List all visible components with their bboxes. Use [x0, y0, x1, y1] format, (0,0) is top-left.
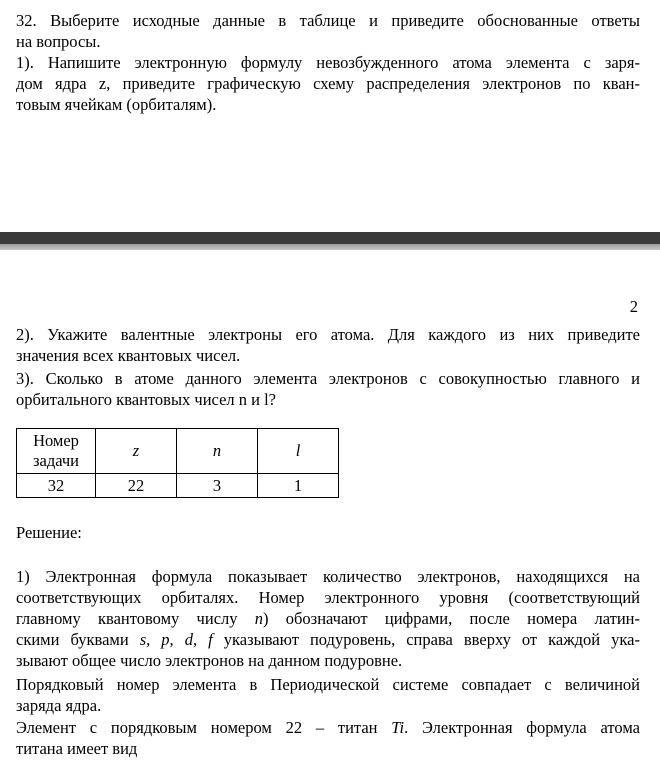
header-z: z: [96, 429, 177, 474]
solution-heading: Решение:: [16, 523, 82, 542]
question-1: [16, 52, 640, 115]
question-2-line-2: значения всех квантовых чисел.: [16, 346, 241, 365]
data-table: [16, 428, 339, 498]
solution-1-line-4: скими буквами s, p, d, f указывают подуровень, справа вверху от каждой ука-: [16, 630, 640, 649]
question-1-line-3: товым ячейкам (орбиталям).: [16, 95, 217, 114]
question-3-line-2: орбитального квантовых чисел n и l?: [16, 390, 276, 409]
page-separator: [0, 232, 660, 250]
header-l: l: [258, 429, 339, 474]
solution-3-line-1: Элемент с порядковым номером 22 – титан Ti. Электронная формула атома: [16, 718, 640, 737]
solution-2-line-2: заряда ядра.: [16, 696, 102, 715]
question-1-line-2: дом ядра z, приведите графическую схему распределения электронов по кван-: [16, 74, 640, 93]
question-3: [16, 368, 640, 410]
table-row: [17, 474, 339, 498]
question-2: [16, 324, 640, 366]
task-line-2: на вопросы.: [16, 32, 101, 51]
solution-paragraph-2: [16, 674, 640, 716]
question-1-line-1: 1). Напишите электронную формулу невозбужденного атома элемента с заря-: [16, 53, 640, 72]
solution-paragraph-3: [16, 717, 640, 759]
cell-l: 1: [258, 474, 339, 498]
solution-1-line-1: 1) Электронная формула показывает количество электронов, находящихся на: [16, 567, 640, 586]
task-line-1: 32. Выберите исходные данные в таблице и приведите обоснованные ответы: [16, 11, 640, 30]
solution-1-line-3: главному квантовому числу n) обозначают цифрами, после номера латин-: [16, 609, 640, 628]
page-number: 2: [629, 297, 638, 316]
question-2-line-1: 2). Укажите валентные электроны его атома. Для каждого из них приведите: [16, 325, 640, 344]
task-statement: [16, 10, 640, 52]
cell-task-number: 32: [17, 474, 96, 498]
solution-2-line-1: Порядковый номер элемента в Периодической системе совпадает с величиной: [16, 675, 640, 694]
solution-3-line-2: титана имеет вид: [16, 739, 138, 758]
header-n: n: [177, 429, 258, 474]
question-3-line-1: 3). Сколько в атоме данного элемента электронов с совокупностью главного и: [16, 369, 640, 388]
solution-paragraph-1: [16, 566, 640, 671]
cell-z: 22: [96, 474, 177, 498]
solution-1-line-5: зывают общее число электронов на данном подуровне.: [16, 651, 403, 670]
solution-1-line-2: соответствующих орбиталях. Номер электронного уровня (соответствующий: [16, 588, 640, 607]
header-task-number: Номер задачи: [17, 429, 96, 474]
cell-n: 3: [177, 474, 258, 498]
table-header-row: [17, 429, 339, 474]
